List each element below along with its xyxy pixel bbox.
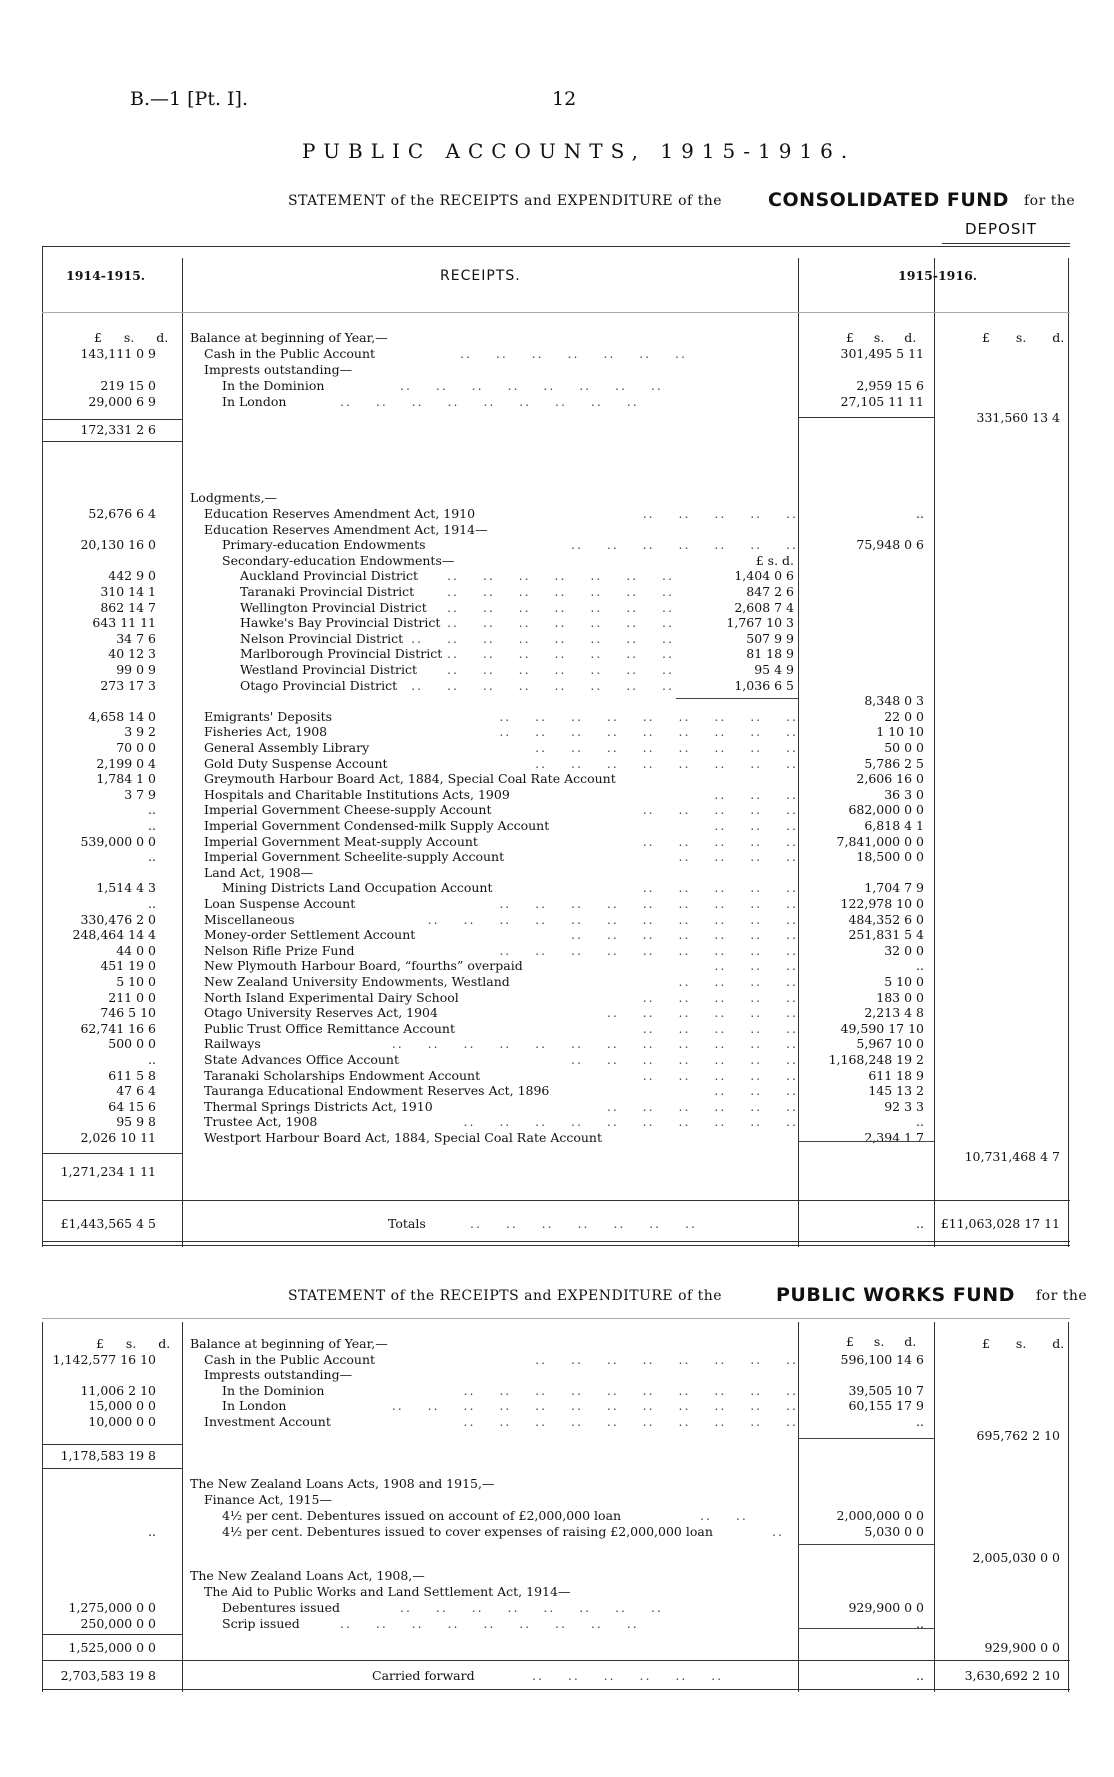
lsd-header-b: £ s. d. [846,330,917,345]
table-row: 34 7 6 Nelson Provincial District .. .. .. .. .. .. .. .. 507 9 9 [116,630,794,646]
table-row: 248,464 14 4 Money-order Settlement Account .. .. .. .. .. .. .. 251,831 5 4 [72,927,924,943]
table-row: 95 9 8 Trustee Act, 1908 .. .. .. .. .. .. .. .. .. .. .. [116,1114,924,1130]
aid-total-row: 929,900 0 0 [984,1640,1060,1655]
table-row: 643 11 11 Hawke's Bay Provincial District .. .. .. .. .. .. .. 1,767 10 3 [92,615,794,631]
pw-balance-subtotal-row: 1,178,583 19 8 [60,1448,156,1463]
table-row: 250,000 0 0 Scrip issued .. .. .. .. .. .. .. .. .. .. [80,1616,924,1631]
lodgments-total-prev-row: 1,271,234 1 11 [60,1164,156,1179]
table-row: .. Imperial Government Scheelite-supply Account .. .. .. .. 18,500 0 0 [148,849,924,865]
table-row: 539,000 0 0 Imperial Government Meat-supply Account .. .. .. .. .. 7,841,000 0 0 [80,833,924,849]
table-row: 29,000 6 9 In London .. .. .. .. .. .. .. .. .. 27,105 11 11 [88,394,924,409]
statement1-intro: STATEMENT of the RECEIPTS and EXPENDITURE of the [288,193,723,209]
table-row: 1,142,577 16 10 Cash in the Public Account .. .. .. .. .. .. .. .. 596,100 14 6 [52,1351,924,1367]
pw-balance-total-row: 695,762 2 10 [976,1428,1060,1443]
table-row: 330,476 2 0 Miscellaneous .. .. .. .. .. .. .. .. .. .. .. 484,352 6 0 [80,911,924,927]
lsd-header-c: £ s. d. [982,330,1065,345]
table-row: 310 14 1 Taranaki Provincial District .. .. .. .. .. .. .. 847 2 6 [100,584,794,599]
table-row: Balance at beginning of Year,— [190,1336,388,1351]
lsd-header-prev: £ s. d. [94,330,169,345]
table-row: 62,741 16 6 Public Trust Office Remittance Account .. .. .. .. .. 49,590 17 10 [80,1020,924,1036]
table-row: Education Reserves Amendment Act, 1914— [204,521,488,537]
report-reference: B.—1 [Pt. I]. [130,88,248,110]
table-row: 143,111 0 9 Cash in the Public Account .. .. .. .. .. .. .. 301,495 5 11 [80,346,924,361]
finance-act-heading: Finance Act, 1915— [204,1492,332,1507]
table-row: 15,000 0 0 In London .. .. .. .. .. .. .. .. .. .. .. .. 60,155 17 9 [88,1398,924,1414]
table-row: 44 0 0 Nelson Rifle Prize Fund .. .. .. .. .. .. .. .. .. 32 0 0 [116,942,924,958]
table-row: 3 9 2 Fisheries Act, 1908 .. .. .. .. .. .. .. .. .. 1 10 10 [124,724,924,740]
table-row: 3 7 9 Hospitals and Charitable Institutions Acts, 1909 .. .. .. 36 3 0 [124,786,924,802]
table-row: 500 0 0 Railways .. .. .. .. .. .. .. .. .. .. .. .. 5,967 10 0 [108,1036,924,1052]
table-row: 1,514 4 3 Mining Districts Land Occupation Account .. .. .. .. .. 1,704 7 9 [96,880,924,896]
totals-row: £1,443,565 4 5 Totals .. .. .. .. .. .. .. .. £11,063,028 17 11 [60,1216,1060,1231]
table-row: 47 6 4 Tauranga Educational Endowment Reserves Act, 1896 .. .. .. 145 13 2 [116,1083,924,1099]
column-header-receipts: RECEIPTS. [440,268,521,284]
table-row: .. Imperial Government Condensed-milk Supply Account .. .. .. 6,818 4 1 [148,818,924,833]
table-row: 52,676 6 4 Education Reserves Amendment Act, 1910 .. .. .. .. .. .. [88,506,924,521]
loans-total-row: 2,005,030 0 0 [972,1550,1060,1565]
table-row: 8,348 0 3 [864,693,924,709]
column-header-prev-year: 1914-1915. [66,268,146,283]
table-row: 442 9 0 Auckland Provincial District .. .. .. .. .. .. .. 1,404 0 6 [108,568,794,584]
lodgments-heading: Lodgments,— [190,490,278,505]
table-row: 1,784 1 0 Greymouth Harbour Board Act, 1884, Special Coal Rate Account 2,606 16 0 [96,771,924,787]
table-row: 20,130 16 0 Primary-education Endowments .. .. .. .. .. .. .. 75,948 0 6 [80,537,924,553]
loans1908-heading: The New Zealand Loans Act, 1908,— [190,1568,425,1583]
table-row: .. Imperial Government Cheese-supply Account .. .. .. .. .. 682,000 0 0 [148,802,924,818]
table-row: 746 5 10 Otago University Reserves Act, 1904 .. .. .. .. .. .. 2,213 4 8 [100,1005,924,1021]
table-row: 64 15 6 Thermal Springs Districts Act, 1910 .. .. .. .. .. .. 92 3 3 [108,1098,924,1114]
loans-heading: The New Zealand Loans Acts, 1908 and 1915,— [190,1476,495,1491]
table-row: 211 0 0 North Island Experimental Dairy School .. .. .. .. .. 183 0 0 [108,989,924,1005]
table-row: .. Loan Suspense Account .. .. .. .. .. .. .. .. .. 122,978 10 0 [148,896,924,911]
aid-total-prev-row: 1,525,000 0 0 [68,1640,156,1655]
table-row: 4,658 14 0 Emigrants' Deposits .. .. .. .. .. .. .. .. .. 22 0 0 [88,708,924,724]
table-row: 11,006 2 10 In the Dominion .. .. .. .. .. .. .. .. .. .. 39,505 10 7 [80,1382,924,1398]
page-title: PUBLIC ACCOUNTS, 1915-1916. [302,139,856,163]
table-row: 2,199 0 4 Gold Duty Suspense Account .. .. .. .. .. .. .. .. 5,786 2 5 [96,755,924,771]
statement2-for-the: for the [1036,1288,1088,1304]
table-row: 1,275,000 0 0 Debentures issued .. .. .. .. .. .. .. .. 929,900 0 0 [68,1600,924,1615]
lodgments-total-row: 10,731,468 4 7 [964,1149,1060,1164]
table-row: 219 15 0 In the Dominion .. .. .. .. .. .. .. .. 2,959 15 6 [100,378,924,393]
table-row: Land Act, 1908— [204,864,314,880]
table-row: 4½ per cent. Debentures issued on account of £2,000,000 loan .. .. 2,000,000 0 0 [222,1508,924,1523]
balance-subtotal-row: 172,331 2 6 [80,422,156,437]
table-row: 10,000 0 0 Investment Account .. .. .. .. .. .. .. .. .. .. .. [88,1414,924,1429]
table-row: 451 19 0 New Plymouth Harbour Board, “fourths” overpaid .. .. .. .. [100,958,924,974]
table-row: Balance at beginning of Year,— [190,330,388,345]
table-row: 862 14 7 Wellington Provincial District .. .. .. .. .. .. .. 2,608 7 4 [100,599,794,615]
table-row: 70 0 0 General Assembly Library .. .. .. .. .. .. .. .. 50 0 0 [116,740,924,755]
table-row: 2,026 10 11 Westport Harbour Board Act, 1884, Special Coal Rate Account 2,394 1 7 [80,1130,924,1145]
statement1-subtitle: DEPOSIT [965,220,1037,238]
statement2-fund-name: PUBLIC WORKS FUND [776,1284,1015,1306]
carried-forward-row: 2,703,583 19 8 Carried forward .. .. .. .. .. .. .. 3,630,692 2 10 [60,1668,1060,1683]
table-row: 611 5 8 Taranaki Scholarships Endowment Account .. .. .. .. .. 611 18 9 [108,1067,924,1083]
table-row: Secondary-education Endowments— £ s. d. [222,552,794,568]
column-header-curr-year: 1915-1916. [898,268,978,283]
lsd-header2-c: £ s. d. [982,1336,1065,1351]
lsd-header2-b: £ s. d. [846,1334,917,1349]
table-row: Imprests outstanding— [204,1367,353,1383]
table-row: Imprests outstanding— [204,362,353,377]
table-row: 40 12 3 Marlborough Provincial District .. .. .. .. .. .. .. 81 18 9 [108,646,794,662]
aid-act-heading: The Aid to Public Works and Land Settlement Act, 1914— [204,1584,571,1599]
statement1-for-the: for the [1024,193,1076,209]
lsd-header2-prev: £ s. d. [96,1336,171,1351]
page-number: 12 [552,88,577,110]
table-row: .. 4½ per cent. Debentures issued to cover expenses of raising £2,000,000 loan .. 5,030 0 0 [148,1524,924,1539]
table-row: 273 17 3 Otago Provincial District .. .. .. .. .. .. .. .. 1,036 6 5 [100,677,794,693]
table-row: 5 10 0 New Zealand University Endowments, Westland .. .. .. .. 5 10 0 [116,974,924,989]
statement2-intro: STATEMENT of the RECEIPTS and EXPENDITURE of the [288,1288,723,1304]
table-row: 99 0 9 Westland Provincial District .. .. .. .. .. .. .. 95 4 9 [116,662,794,677]
table-row: .. State Advances Office Account .. .. .. .. .. .. .. 1,168,248 19 2 [148,1052,924,1067]
balance-total-row: 331,560 13 4 [976,410,1060,425]
statement1-fund-name: CONSOLIDATED FUND [768,189,1009,211]
